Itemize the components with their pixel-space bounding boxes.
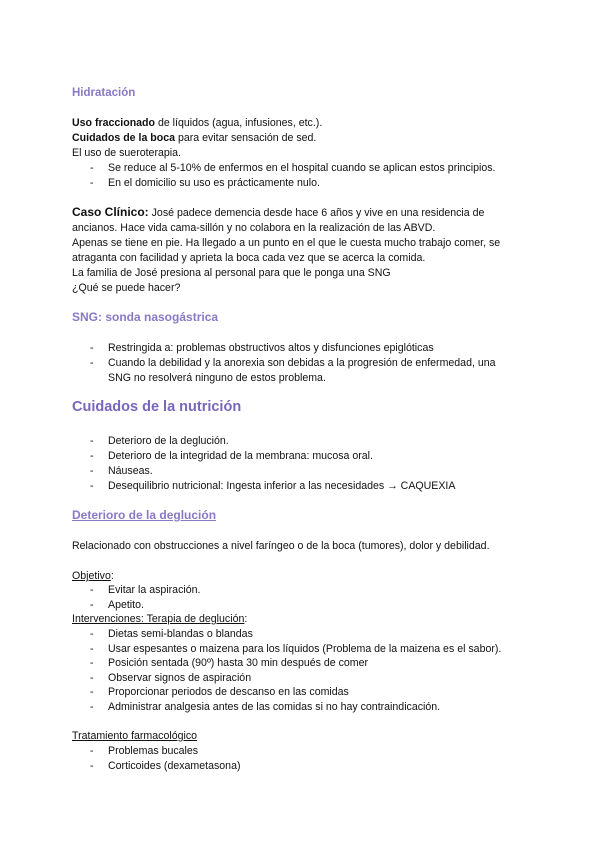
section-title-cuidados: Cuidados de la nutrición xyxy=(72,399,242,415)
text-line: ancianos. Hace vida cama-sillón y no colabora en la realización de las ABVD. xyxy=(72,222,436,234)
subheading-tratamiento: Tratamiento farmacológico xyxy=(72,730,198,742)
subheading-objetivo: Objetivo: xyxy=(72,570,114,582)
list-item-continuation: SNG no resolverá ninguno de estos problema. xyxy=(108,372,326,384)
text-line: Cuidados de la boca para evitar sensación de sed. xyxy=(72,132,317,144)
list-item: - Se reduce al 5-10% de enfermos en el hospital cuando se aplican estos principios. xyxy=(90,162,496,174)
list-item: - Evitar la aspiración. xyxy=(90,584,201,596)
list-item: - Náuseas. xyxy=(90,465,153,477)
list-item: - Problemas bucales xyxy=(90,745,199,757)
list-item: - Observar signos de aspiración xyxy=(90,672,252,684)
list-item: - Administrar analgesia antes de las comidas si no hay contraindicación. xyxy=(90,701,441,713)
list-item: - Apetito. xyxy=(90,599,144,611)
text-line: Apenas se tiene en pie. Ha llegado a un punto en el que le cuesta mucho trabajo comer, se xyxy=(72,237,501,249)
subheading-intervenciones: Intervenciones: Terapia de deglución: xyxy=(72,613,248,625)
list-item: - Dietas semi-blandas o blandas xyxy=(90,628,253,640)
section-title-deterioro: Deterioro de la deglución xyxy=(72,508,217,522)
list-item: - Proporcionar periodos de descanso en las comidas xyxy=(90,686,349,698)
list-item: - Cuando la debilidad y la anorexia son debidas a la progresión de enfermedad, una xyxy=(90,357,496,369)
list-item: - Desequilibrio nutricional: Ingesta inferior a las necesidades → CAQUEXIA xyxy=(90,480,456,492)
text-line: atraganta con facilidad y aprieta la boca cada vez que se acerca la comida. xyxy=(72,252,426,264)
list-item: - Posición sentada (90º) hasta 30 min después de comer xyxy=(90,657,369,669)
list-item: - En el domicilio su uso es prácticamente nulo. xyxy=(90,177,320,189)
text-line: Caso Clínico: José padece demencia desde hace 6 años y vive en una residencia de xyxy=(72,205,485,219)
list-item: - Deterioro de la integridad de la membrana: mucosa oral. xyxy=(90,450,373,462)
list-item: - Corticoides (dexametasona) xyxy=(90,760,241,772)
list-item: - Usar espesantes o maizena para los líquidos (Problema de la maizena es el sabor). xyxy=(90,643,502,655)
text-line: El uso de sueroterapia. xyxy=(72,147,181,159)
list-item: - Deterioro de la deglución. xyxy=(90,435,229,447)
section-title-sng: SNG: sonda nasogástrica xyxy=(72,310,219,324)
section-title-hidratacion: Hidratación xyxy=(72,87,136,99)
list-item: - Restringida a: problemas obstructivos altos y disfunciones epiglóticas xyxy=(90,342,434,354)
text-line: ¿Qué se puede hacer? xyxy=(72,282,181,294)
text-line: Relacionado con obstrucciones a nivel faríngeo o de la boca (tumores), dolor y debilidad. xyxy=(72,540,490,552)
text-line: La familia de José presiona al personal para que le ponga una SNG xyxy=(72,267,391,279)
text-line: Uso fraccionado de líquidos (agua, infusiones, etc.). xyxy=(72,117,323,129)
